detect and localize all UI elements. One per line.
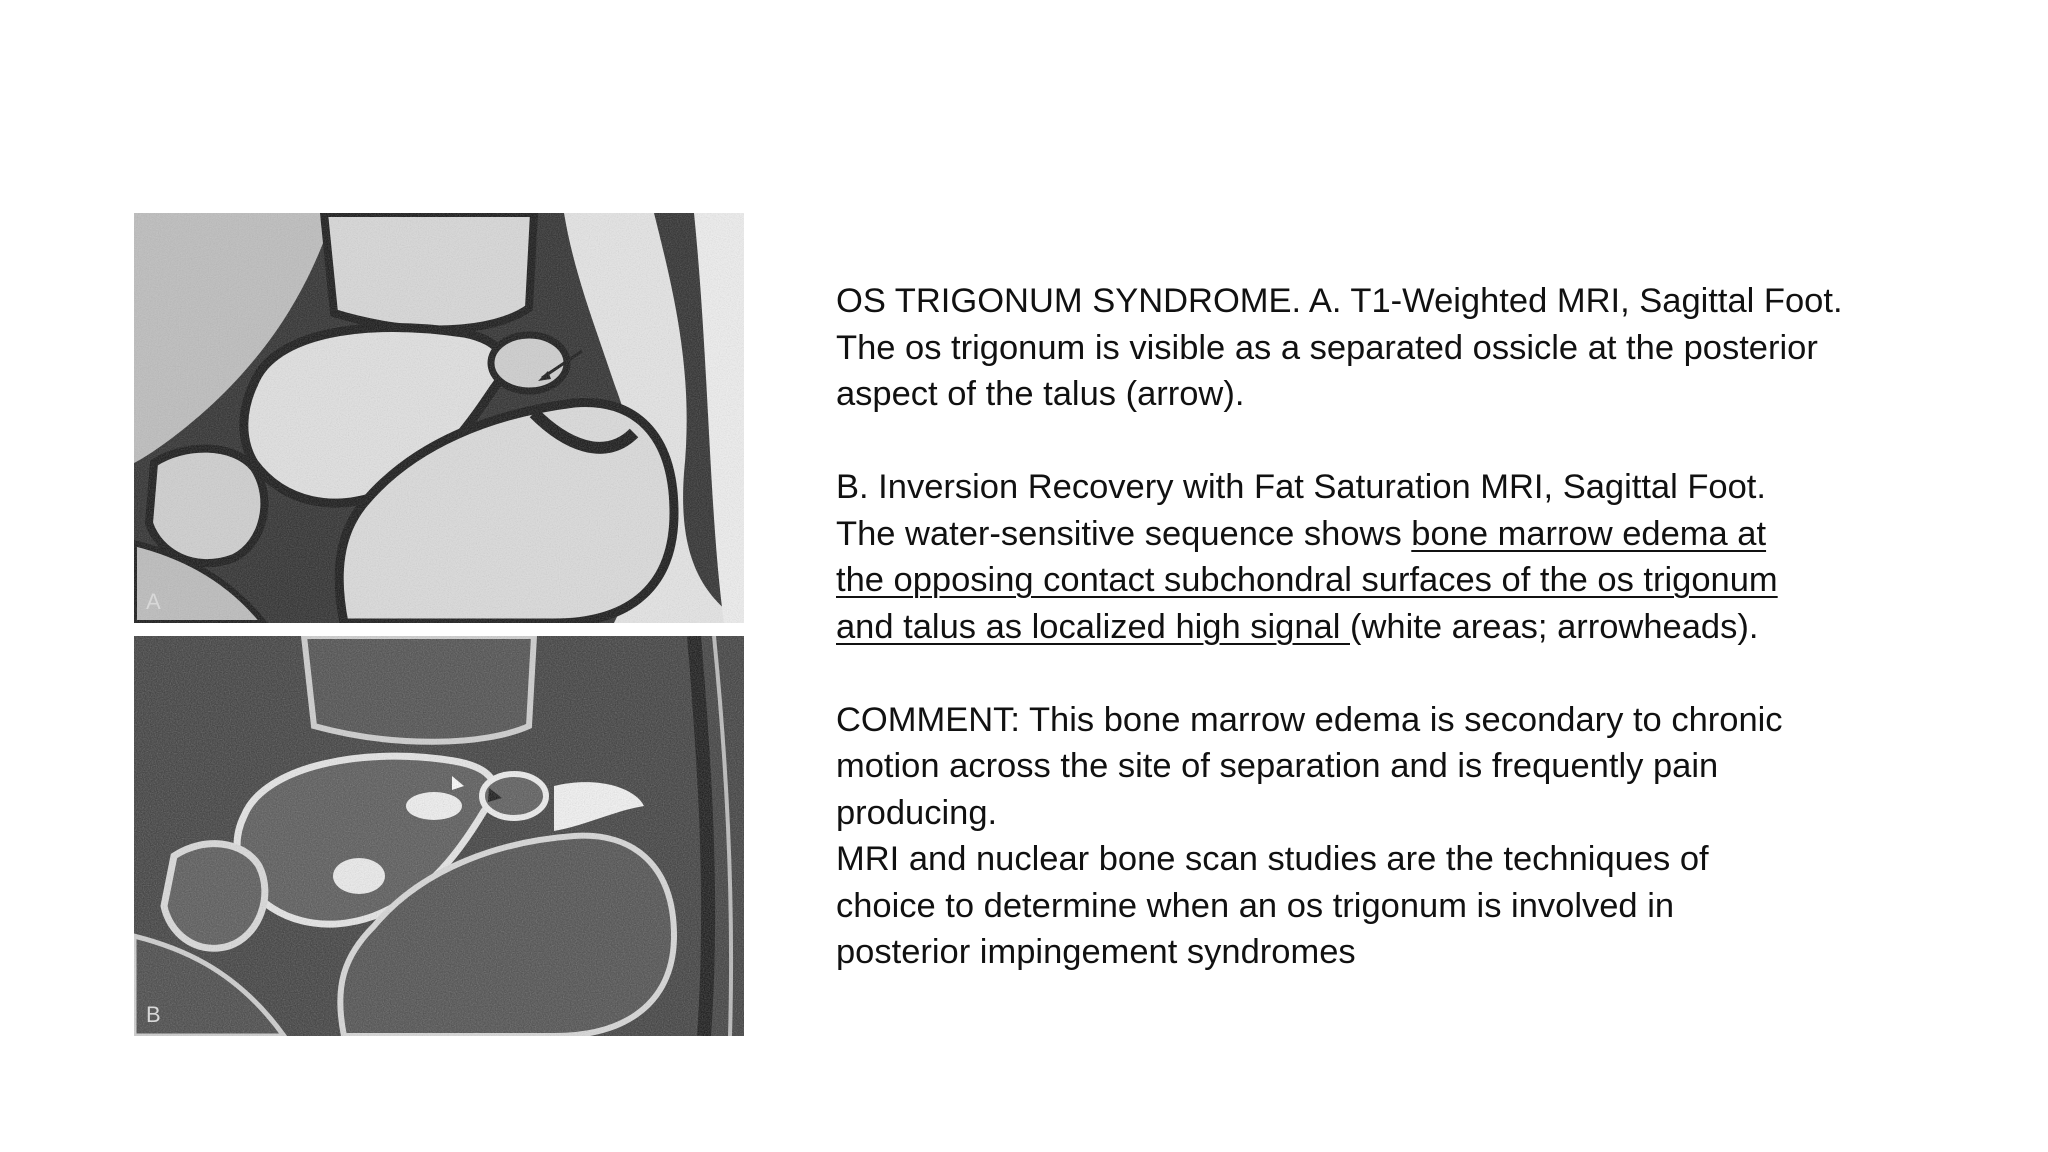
text-line: COMMENT: This bone marrow edema is secondary to chronic (836, 700, 1783, 739)
text-line: choice to determine when an os trigonum is involved in (836, 886, 1675, 925)
text-line: B. Inversion Recovery with Fat Saturation MRI, Sagittal Foot. (836, 468, 1766, 506)
paragraph-gap (836, 418, 1876, 465)
mri-a-graphic (134, 213, 744, 623)
text-line: motion across the site of separation and is frequently pain (836, 747, 1719, 785)
text-plain: The water-sensitive sequence shows (836, 514, 1412, 553)
text-plain: (white areas; arrowheads). (1350, 607, 1759, 646)
text-line: MRI and nuclear bone scan studies are the techniques of (836, 840, 1709, 878)
mri-image-b (134, 636, 744, 1036)
text-underlined: and talus as localized high signal (836, 607, 1350, 646)
text-underlined: the opposing contact subchondral surfaces of the os trigonum (836, 561, 1778, 599)
text-underlined: bone marrow edema at (1411, 514, 1767, 553)
panel-b-letter: B (146, 1002, 161, 1027)
text-line (836, 604, 1876, 651)
text-line (836, 511, 1876, 558)
mri-image-a (134, 213, 744, 623)
text-line: The os trigonum is visible as a separated ossicle at the posterior (836, 328, 1818, 367)
panel-a-letter: A (146, 589, 161, 614)
text-line: producing. (836, 793, 998, 832)
caption-text (836, 278, 1876, 976)
mri-b-graphic (134, 636, 744, 1036)
text-line: OS TRIGONUM SYNDROME. A. T1-Weighted MRI, Sagittal Foot. (836, 282, 1843, 320)
text-line: posterior impingement syndromes (836, 933, 1356, 971)
text-line (836, 557, 1876, 604)
text-line: aspect of the talus (arrow). (836, 375, 1245, 413)
paragraph-gap (836, 650, 1876, 697)
